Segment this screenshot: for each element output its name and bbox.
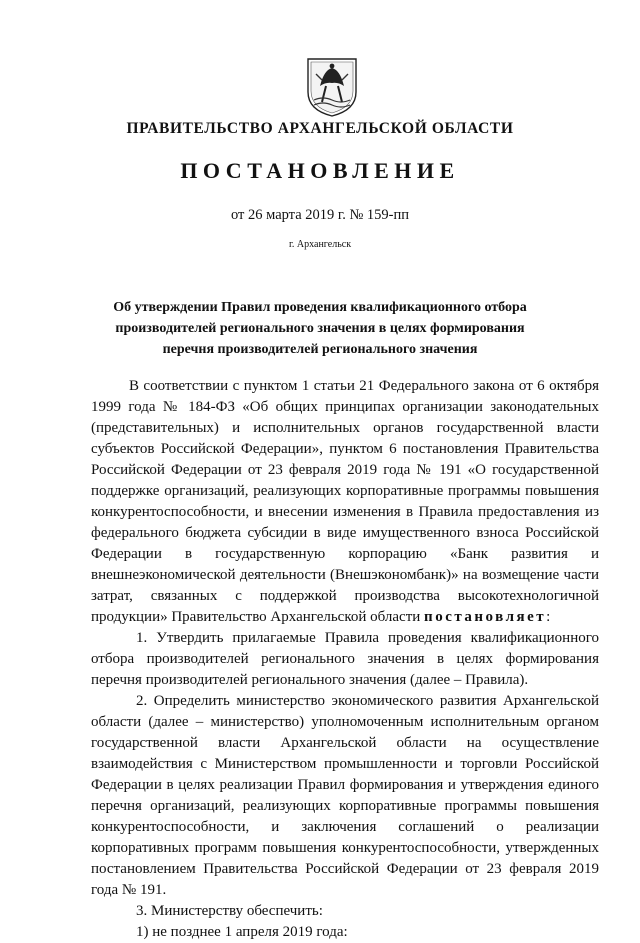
paragraph-item-2: 2. Определить министерство экономического развития Архангельской области (далее – министерство) уполномоченным исполнительным органом государственной власти Архангельской области на осуществление взаимодействия с Министерством промышленности и торговли Российской Федерации в целях реализации Правил формирования и утверждения единого перечня организаций, реализующих корпоративные программы повышения конкурентоспособности, и заключения соглашений о реализации корпоративных программ повышения конкурентоспособности, утвержденных постановлением Правительства Российской Федерации от 23 февраля 2019 года № 191. <box>91 693 599 898</box>
paragraph-item-3-1: 1) не позднее 1 апреля 2019 года: <box>136 924 348 940</box>
subject-line: перечня производителей регионального значения <box>162 342 478 357</box>
document-type: ПОСТАНОВЛЕНИЕ <box>180 158 460 183</box>
subject-line: производителей регионального значения в целях формирования <box>115 321 525 336</box>
document-body <box>91 376 599 943</box>
date-and-number: от 26 марта 2019 г. № 159-пп <box>230 207 410 223</box>
decree-colon: : <box>546 609 551 625</box>
decree-word: постановляет <box>424 609 547 625</box>
government-name: ПРАВИТЕЛЬСТВО АРХАНГЕЛЬСКОЙ ОБЛАСТИ <box>126 120 514 137</box>
preamble-paragraph <box>91 376 599 628</box>
subject-line: Об утверждении Правил проведения квалификационного отбора <box>113 300 527 315</box>
document-subject <box>0 297 640 360</box>
coat-of-arms-icon <box>302 56 362 118</box>
city: г. Архангельск <box>288 239 352 250</box>
paragraph-item-3: 3. Министерству обеспечить: <box>136 903 323 919</box>
paragraph-item-1: 1. Утвердить прилагаемые Правила проведения квалификационного отбора производителей регионального значения в целях формирования перечня производителей регионального значения (далее – Правила). <box>91 630 599 688</box>
preamble-text: В соответствии с пунктом 1 статьи 21 Федерального закона от 6 октября 1999 года № 184-ФЗ «Об общих принципах организации законодательных (представительных) и исполнительных органов государственной власти субъектов Российской Федерации», пунктом 6 постановления Правительства Российской Федерации от 23 февраля 2019 года № 191 «О государственной поддержке организаций, реализующих корпоративные программы повышения конкурентоспособности, и внесении изменения в Правила предоставления из федерального бюджета субсидии в виде имущественного взноса Российской Федерации в государственную корпорацию «Банк развития и внешнеэкономической деятельности (Внешэкономбанк)» на возмещение части затрат, связанных с поддержкой производства высокотехнологичной продукции» Правительство Архангельской области <box>91 378 599 625</box>
